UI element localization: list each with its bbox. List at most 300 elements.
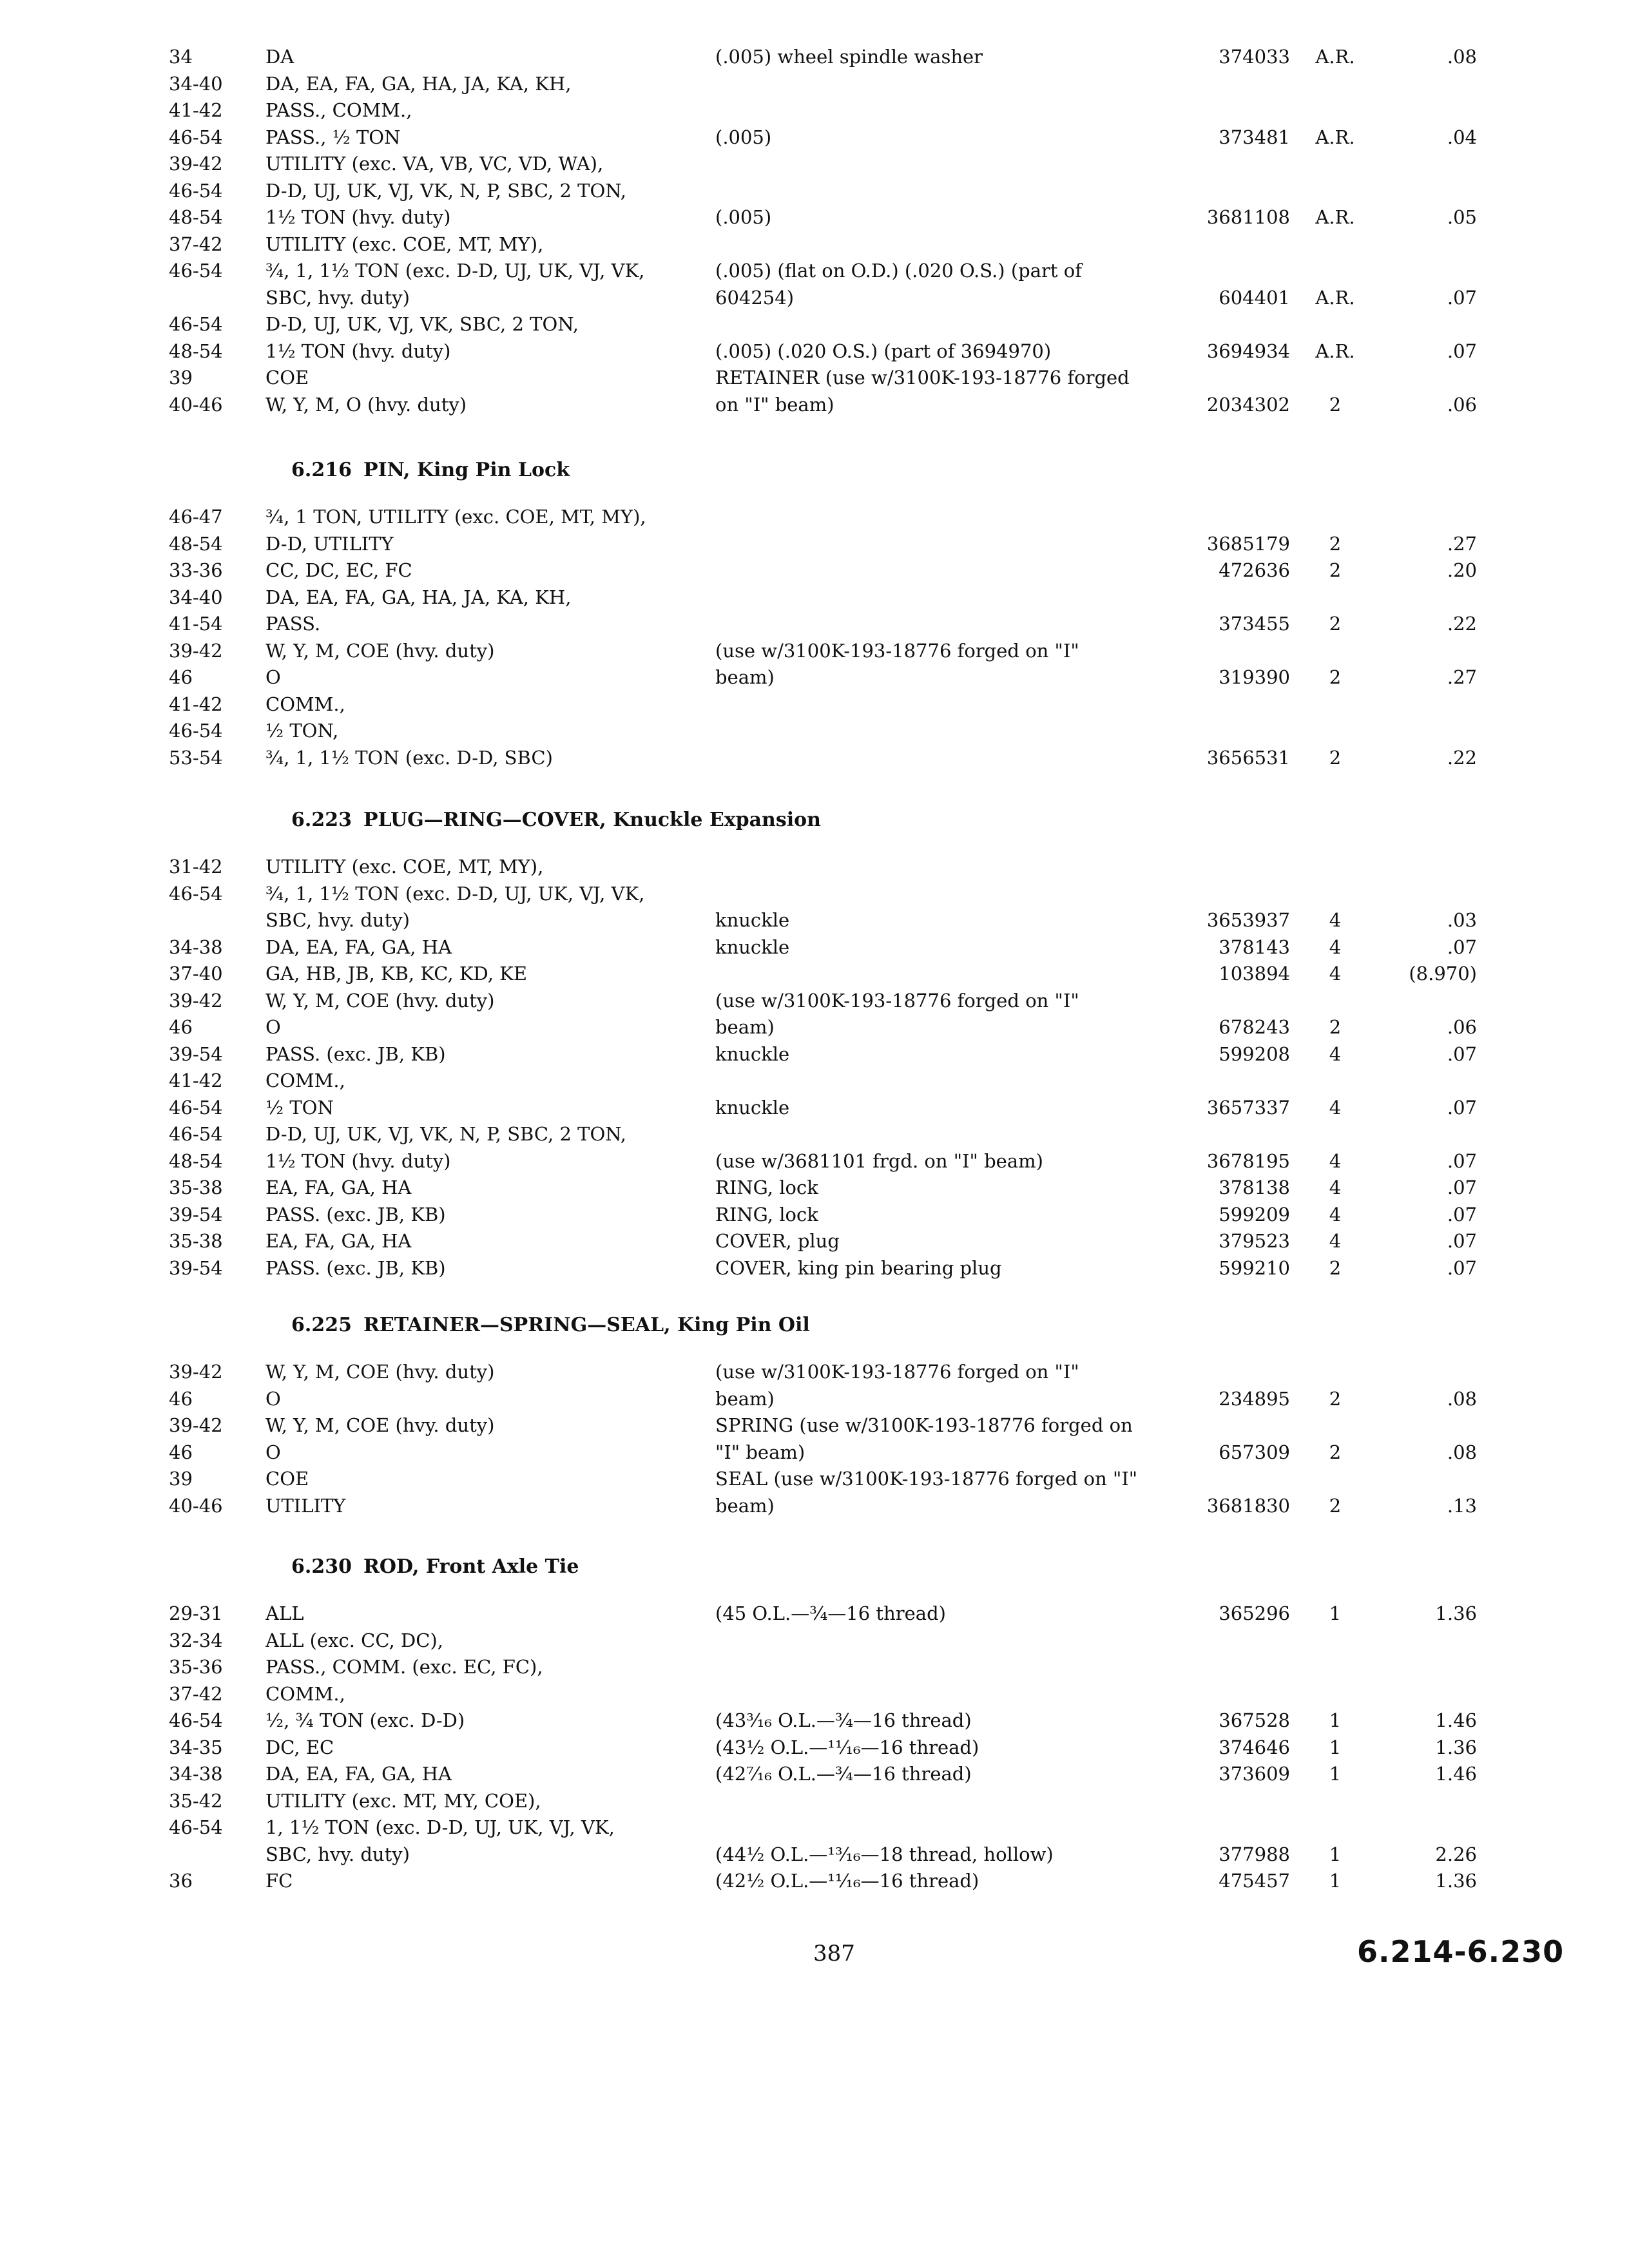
model-years: 32-34	[169, 1629, 223, 1651]
part-number: 2034302	[1206, 393, 1290, 416]
table-row	[169, 1175, 1477, 1202]
quantity: 4	[1329, 1043, 1342, 1065]
table-row	[169, 745, 1477, 772]
description: beam)	[715, 1387, 775, 1410]
model-years: 53-54	[169, 746, 223, 769]
list-price: .08	[1447, 1441, 1477, 1463]
description: "I" beam)	[715, 1441, 805, 1463]
description: (.005)	[715, 126, 772, 148]
table-row	[169, 1707, 1477, 1735]
quantity: 4	[1329, 1230, 1342, 1252]
models: GA, HB, JB, KB, KC, KD, KE	[265, 963, 527, 985]
quantity: 4	[1329, 1203, 1342, 1225]
model-years: 41-42	[169, 99, 223, 121]
part-number: 373481	[1219, 126, 1290, 148]
model-years: 39-42	[169, 153, 223, 175]
quantity: 2	[1329, 666, 1342, 688]
quantity: A.R.	[1315, 286, 1355, 309]
list-price: .07	[1447, 936, 1477, 958]
quantity: 2	[1329, 1256, 1342, 1279]
model-years: 46-54	[169, 720, 223, 742]
list-price: .27	[1447, 532, 1477, 555]
list-price: .06	[1447, 393, 1477, 416]
models: W, Y, M, COE (hvy. duty)	[265, 639, 495, 662]
part-number: 3681830	[1206, 1494, 1290, 1517]
description: knuckle	[715, 936, 790, 958]
models: ¾, 1 TON, UTILITY (exc. COE, MT, MY),	[265, 506, 646, 528]
description: RING, lock	[715, 1203, 818, 1225]
description: RING, lock	[715, 1177, 818, 1198]
description: (.005) wheel spindle washer	[715, 46, 983, 68]
part-number: 3678195	[1206, 1149, 1290, 1172]
model-years: 39-42	[169, 1361, 223, 1383]
model-years: 46	[169, 666, 193, 688]
parts-section	[169, 44, 1477, 418]
models: PASS.	[265, 613, 321, 635]
models: COMM.,	[265, 1682, 345, 1705]
quantity: 2	[1329, 1016, 1342, 1038]
table-row	[169, 1202, 1477, 1229]
table-row	[169, 934, 1477, 961]
part-number: 319390	[1219, 666, 1290, 688]
table-row	[169, 1735, 1477, 1762]
model-years: 37-40	[169, 963, 223, 985]
quantity: 1	[1329, 1736, 1342, 1758]
table-row	[169, 907, 1477, 934]
models: D-D, UJ, UK, VJ, VK, N, P, SBC, 2 TON,	[265, 1123, 627, 1145]
table-row	[169, 1654, 1458, 1681]
quantity: 4	[1329, 909, 1342, 931]
models: ½ TON,	[265, 720, 339, 742]
description: knuckle	[715, 909, 790, 931]
models: DA, EA, FA, GA, HA, JA, KA, KH,	[265, 72, 572, 95]
list-price: .07	[1447, 1230, 1477, 1252]
models: SBC, hvy. duty)	[265, 286, 410, 309]
description: 604254)	[715, 286, 795, 309]
quantity: 4	[1329, 1149, 1342, 1172]
description: knuckle	[715, 1096, 790, 1119]
quantity: 2	[1329, 532, 1342, 555]
description: (use w/3100K-193-18776 forged on "I"	[715, 989, 1079, 1012]
quantity: 2	[1329, 1387, 1342, 1410]
models: PASS. (exc. JB, KB)	[265, 1256, 446, 1279]
list-price: .08	[1447, 1387, 1477, 1410]
table-row	[169, 1041, 1477, 1068]
list-price: .20	[1447, 559, 1477, 581]
model-years: 39-54	[169, 1043, 223, 1065]
model-years: 35-36	[169, 1656, 223, 1678]
parts-section	[169, 504, 1477, 771]
models: COE	[265, 367, 309, 389]
model-years: 31-42	[169, 856, 223, 878]
table-row	[169, 1814, 1458, 1841]
quantity: 4	[1329, 963, 1342, 985]
list-price: 1.46	[1435, 1709, 1477, 1731]
models: UTILITY	[265, 1494, 346, 1517]
part-number: 374033	[1219, 46, 1290, 68]
quantity: 2	[1329, 746, 1342, 769]
table-row	[169, 1681, 1458, 1708]
part-number: 3657337	[1206, 1096, 1290, 1119]
table-row	[169, 638, 1458, 665]
table-row	[169, 258, 1458, 285]
section-number: 6.225	[291, 1314, 352, 1336]
part-number: 365296	[1219, 1602, 1290, 1624]
section-number: 6.223	[291, 809, 352, 831]
parts-section	[169, 854, 1477, 1282]
table-row	[169, 988, 1458, 1015]
models: UTILITY (exc. COE, MT, MY),	[265, 233, 544, 255]
table-row	[169, 1841, 1477, 1869]
models: UTILITY (exc. MT, MY, COE),	[265, 1789, 541, 1812]
models: O	[265, 1016, 281, 1038]
part-number: 599209	[1219, 1203, 1290, 1225]
description: (43³⁄₁₆ O.L.—¾—16 thread)	[715, 1709, 972, 1731]
description: (45 O.L.—¾—16 thread)	[715, 1602, 946, 1624]
description: (use w/3681101 frgd. on "I" beam)	[715, 1149, 1043, 1172]
model-years: 34-40	[169, 586, 223, 608]
model-years: 39	[169, 1468, 193, 1490]
list-price: .08	[1447, 46, 1477, 68]
table-row	[169, 1068, 1458, 1095]
description: (.005) (flat on O.D.) (.020 O.S.) (part of	[715, 260, 1082, 282]
description: (44½ O.L.—¹³⁄₁₆—18 thread, hollow)	[715, 1843, 1054, 1865]
model-years: 37-42	[169, 1682, 223, 1705]
models: DA	[265, 46, 294, 68]
table-row	[169, 1600, 1477, 1628]
model-years: 34	[169, 46, 193, 68]
table-row	[169, 1628, 1458, 1655]
table-row	[169, 1014, 1477, 1041]
description: beam)	[715, 1016, 775, 1038]
table-row	[169, 584, 1458, 611]
list-price: .04	[1447, 126, 1477, 148]
list-price: .07	[1447, 1177, 1477, 1198]
quantity: 1	[1329, 1843, 1342, 1865]
description: (use w/3100K-193-18776 forged on "I"	[715, 639, 1079, 662]
table-row	[169, 178, 1458, 205]
model-years: 35-38	[169, 1230, 223, 1252]
models: PASS. (exc. JB, KB)	[265, 1043, 446, 1065]
part-number: 374646	[1219, 1736, 1290, 1758]
models: 1½ TON (hvy. duty)	[265, 206, 451, 228]
table-row	[169, 1148, 1477, 1175]
model-years: 39-42	[169, 989, 223, 1012]
model-years: 36	[169, 1870, 193, 1892]
table-row	[169, 204, 1477, 231]
models: COE	[265, 1468, 309, 1490]
description: RETAINER (use w/3100K-193-18776 forged	[715, 367, 1130, 389]
table-row	[169, 97, 1458, 124]
model-years: 46-47	[169, 506, 223, 528]
quantity: A.R.	[1315, 340, 1355, 362]
model-years: 48-54	[169, 206, 223, 228]
part-number: 3681108	[1206, 206, 1290, 228]
quantity: 2	[1329, 393, 1342, 416]
description: (.005) (.020 O.S.) (part of 3694970)	[715, 340, 1052, 362]
quantity: 1	[1329, 1602, 1342, 1624]
models: O	[265, 1441, 281, 1463]
part-number: 3656531	[1206, 746, 1290, 769]
table-row	[169, 611, 1477, 638]
models: EA, FA, GA, HA	[265, 1177, 412, 1198]
table-row	[169, 691, 1458, 718]
list-price: (8.970)	[1409, 963, 1477, 985]
part-number: 378143	[1219, 936, 1290, 958]
model-years: 46-54	[169, 1123, 223, 1145]
parts-section	[169, 1600, 1477, 1895]
page-number: 387	[813, 1941, 855, 1966]
model-years: 35-38	[169, 1177, 223, 1198]
model-years: 46	[169, 1387, 193, 1410]
quantity: 2	[1329, 613, 1342, 635]
model-years: 39-54	[169, 1256, 223, 1279]
description: (.005)	[715, 206, 772, 228]
description: SPRING (use w/3100K-193-18776 forged on	[715, 1414, 1133, 1436]
description: COVER, plug	[715, 1230, 840, 1252]
models: W, Y, M, COE (hvy. duty)	[265, 1414, 495, 1436]
list-price: .07	[1447, 1203, 1477, 1225]
models: ¾, 1, 1½ TON (exc. D-D, UJ, UK, VJ, VK,	[265, 882, 645, 905]
models: DC, EC	[265, 1736, 334, 1758]
model-years: 40-46	[169, 393, 223, 416]
part-number: 657309	[1219, 1441, 1290, 1463]
part-number: 472636	[1219, 559, 1290, 581]
list-price: .07	[1447, 1149, 1477, 1172]
quantity: A.R.	[1315, 206, 1355, 228]
table-row	[169, 1359, 1458, 1386]
section-title: PIN, King Pin Lock	[363, 459, 570, 481]
table-row	[169, 1868, 1477, 1895]
quantity: A.R.	[1315, 126, 1355, 148]
description: knuckle	[715, 1043, 790, 1065]
table-row	[169, 504, 1458, 531]
part-number: 234895	[1219, 1387, 1290, 1410]
models: FC	[265, 1870, 293, 1892]
list-price: .07	[1447, 1043, 1477, 1065]
list-price: .22	[1447, 613, 1477, 635]
model-years: 46-54	[169, 1096, 223, 1119]
part-number: 379523	[1219, 1230, 1290, 1252]
section-title: PLUG—RING—COVER, Knuckle Expansion	[363, 809, 821, 831]
table-row	[169, 151, 1458, 178]
table-row	[169, 44, 1477, 71]
list-price: .07	[1447, 1096, 1477, 1119]
quantity: 2	[1329, 1441, 1342, 1463]
description: (42⁷⁄₁₆ O.L.—¾—16 thread)	[715, 1763, 972, 1785]
model-years: 40-46	[169, 1494, 223, 1517]
models: 1½ TON (hvy. duty)	[265, 1149, 451, 1172]
list-price: .13	[1447, 1494, 1477, 1517]
quantity: A.R.	[1315, 46, 1355, 68]
description: on "I" beam)	[715, 393, 834, 416]
table-row	[169, 71, 1458, 98]
table-row	[169, 881, 1458, 908]
model-years: 41-54	[169, 613, 223, 635]
part-number: 604401	[1219, 286, 1290, 309]
model-years: 39-54	[169, 1203, 223, 1225]
models: COMM.,	[265, 1070, 345, 1091]
models: EA, FA, GA, HA	[265, 1230, 412, 1252]
models: W, Y, M, COE (hvy. duty)	[265, 1361, 495, 1383]
list-price: .07	[1447, 340, 1477, 362]
table-row	[169, 338, 1477, 365]
part-number: 3685179	[1206, 532, 1290, 555]
table-row	[169, 961, 1477, 988]
model-years: 34-35	[169, 1736, 223, 1758]
model-years: 34-38	[169, 1763, 223, 1785]
list-price: .03	[1447, 909, 1477, 931]
models: D-D, UJ, UK, VJ, VK, SBC, 2 TON,	[265, 313, 579, 335]
table-row	[169, 1255, 1477, 1282]
list-price: 1.36	[1435, 1736, 1477, 1758]
description: (use w/3100K-193-18776 forged on "I"	[715, 1361, 1079, 1383]
description: COVER, king pin bearing plug	[715, 1256, 1002, 1279]
part-number: 678243	[1219, 1016, 1290, 1038]
table-row	[169, 1386, 1477, 1413]
part-number: 377988	[1219, 1843, 1290, 1865]
models: ALL	[265, 1602, 304, 1624]
models: PASS. (exc. JB, KB)	[265, 1203, 446, 1225]
model-years: 46	[169, 1441, 193, 1463]
table-row	[169, 1439, 1477, 1466]
model-years: 34-38	[169, 936, 223, 958]
model-years: 46-54	[169, 126, 223, 148]
model-years: 39	[169, 367, 193, 389]
models: ½, ¾ TON (exc. D-D)	[265, 1709, 465, 1731]
part-number: 475457	[1219, 1870, 1290, 1892]
part-number: 373609	[1219, 1763, 1290, 1785]
part-number: 599208	[1219, 1043, 1290, 1065]
table-row	[169, 718, 1458, 745]
quantity: 4	[1329, 1096, 1342, 1119]
quantity: 4	[1329, 1177, 1342, 1198]
models: UTILITY (exc. VA, VB, VC, VD, WA),	[265, 153, 604, 175]
quantity: 1	[1329, 1709, 1342, 1731]
table-row	[169, 285, 1477, 312]
table-row	[169, 365, 1458, 392]
models: PASS., COMM.,	[265, 99, 412, 121]
table-row	[169, 664, 1477, 691]
models: UTILITY (exc. COE, MT, MY),	[265, 856, 544, 878]
list-price: 1.36	[1435, 1602, 1477, 1624]
models: SBC, hvy. duty)	[265, 909, 410, 931]
table-row	[169, 124, 1477, 151]
part-number: 599210	[1219, 1256, 1290, 1279]
table-row	[169, 1121, 1458, 1148]
models: DA, EA, FA, GA, HA	[265, 1763, 452, 1785]
list-price: .27	[1447, 666, 1477, 688]
description: beam)	[715, 666, 775, 688]
model-years: 48-54	[169, 532, 223, 555]
list-price: .07	[1447, 286, 1477, 309]
table-row	[169, 231, 1458, 258]
section-heading	[291, 459, 570, 481]
models: W, Y, M, COE (hvy. duty)	[265, 989, 495, 1012]
models: PASS., ½ TON	[265, 126, 401, 148]
model-years: 46-54	[169, 882, 223, 905]
table-row	[169, 1095, 1477, 1122]
models: COMM.,	[265, 693, 345, 715]
table-row	[169, 557, 1477, 584]
quantity: 1	[1329, 1870, 1342, 1892]
part-number: 3694934	[1206, 340, 1290, 362]
table-row	[169, 1788, 1458, 1815]
models: CC, DC, EC, FC	[265, 559, 412, 581]
models: PASS., COMM. (exc. EC, FC),	[265, 1656, 543, 1678]
section-title: RETAINER—SPRING—SEAL, King Pin Oil	[363, 1314, 810, 1336]
parts-section	[169, 1359, 1477, 1519]
model-years: 35-42	[169, 1789, 223, 1812]
table-row	[169, 1761, 1477, 1788]
list-price: .06	[1447, 1016, 1477, 1038]
models: W, Y, M, O (hvy. duty)	[265, 393, 467, 416]
section-heading	[291, 809, 821, 831]
list-price: .07	[1447, 1256, 1477, 1279]
model-years: 46-54	[169, 179, 223, 202]
model-years: 39-42	[169, 639, 223, 662]
part-number: 367528	[1219, 1709, 1290, 1731]
table-row	[169, 1466, 1458, 1493]
list-price: 2.26	[1435, 1843, 1477, 1865]
description: beam)	[715, 1494, 775, 1517]
models: DA, EA, FA, GA, HA	[265, 936, 452, 958]
quantity: 1	[1329, 1763, 1342, 1785]
part-number: 3653937	[1206, 909, 1290, 931]
section-heading	[291, 1314, 810, 1336]
models: O	[265, 1387, 281, 1410]
part-number: 378138	[1219, 1177, 1290, 1198]
models: 1, 1½ TON (exc. D-D, UJ, UK, VJ, VK,	[265, 1816, 615, 1838]
model-years: 46-54	[169, 1709, 223, 1731]
description: (43½ O.L.—¹¹⁄₁₆—16 thread)	[715, 1736, 979, 1758]
section-number: 6.230	[291, 1555, 352, 1578]
models: SBC, hvy. duty)	[265, 1843, 410, 1865]
models: 1½ TON (hvy. duty)	[265, 340, 451, 362]
part-number: 373455	[1219, 613, 1290, 635]
model-years: 37-42	[169, 233, 223, 255]
models: ½ TON	[265, 1096, 334, 1119]
model-years: 33-36	[169, 559, 223, 581]
list-price: 1.36	[1435, 1870, 1477, 1892]
models: ALL (exc. CC, DC),	[265, 1629, 443, 1651]
section-range: 6.214-6.230	[1357, 1934, 1565, 1969]
table-row	[169, 854, 1458, 881]
model-years: 46-54	[169, 260, 223, 282]
models: DA, EA, FA, GA, HA, JA, KA, KH,	[265, 586, 572, 608]
table-row	[169, 1228, 1477, 1255]
model-years: 48-54	[169, 340, 223, 362]
quantity: 2	[1329, 559, 1342, 581]
models: O	[265, 666, 281, 688]
section-heading	[291, 1555, 579, 1578]
model-years: 46-54	[169, 1816, 223, 1838]
table-row	[169, 531, 1477, 558]
part-number: 103894	[1219, 963, 1290, 985]
table-row	[169, 1493, 1477, 1520]
models: D-D, UJ, UK, VJ, VK, N, P, SBC, 2 TON,	[265, 179, 627, 202]
quantity: 2	[1329, 1494, 1342, 1517]
list-price: 1.46	[1435, 1763, 1477, 1785]
description: (42½ O.L.—¹¹⁄₁₆—16 thread)	[715, 1870, 979, 1892]
models: ¾, 1, 1½ TON (exc. D-D, UJ, UK, VJ, VK,	[265, 260, 645, 282]
description: SEAL (use w/3100K-193-18776 forged on "I"	[715, 1468, 1138, 1490]
section-title: ROD, Front Axle Tie	[363, 1555, 579, 1578]
models: ¾, 1, 1½ TON (exc. D-D, SBC)	[265, 746, 553, 769]
model-years: 48-54	[169, 1149, 223, 1172]
models: D-D, UTILITY	[265, 532, 394, 555]
model-years: 41-42	[169, 1070, 223, 1091]
